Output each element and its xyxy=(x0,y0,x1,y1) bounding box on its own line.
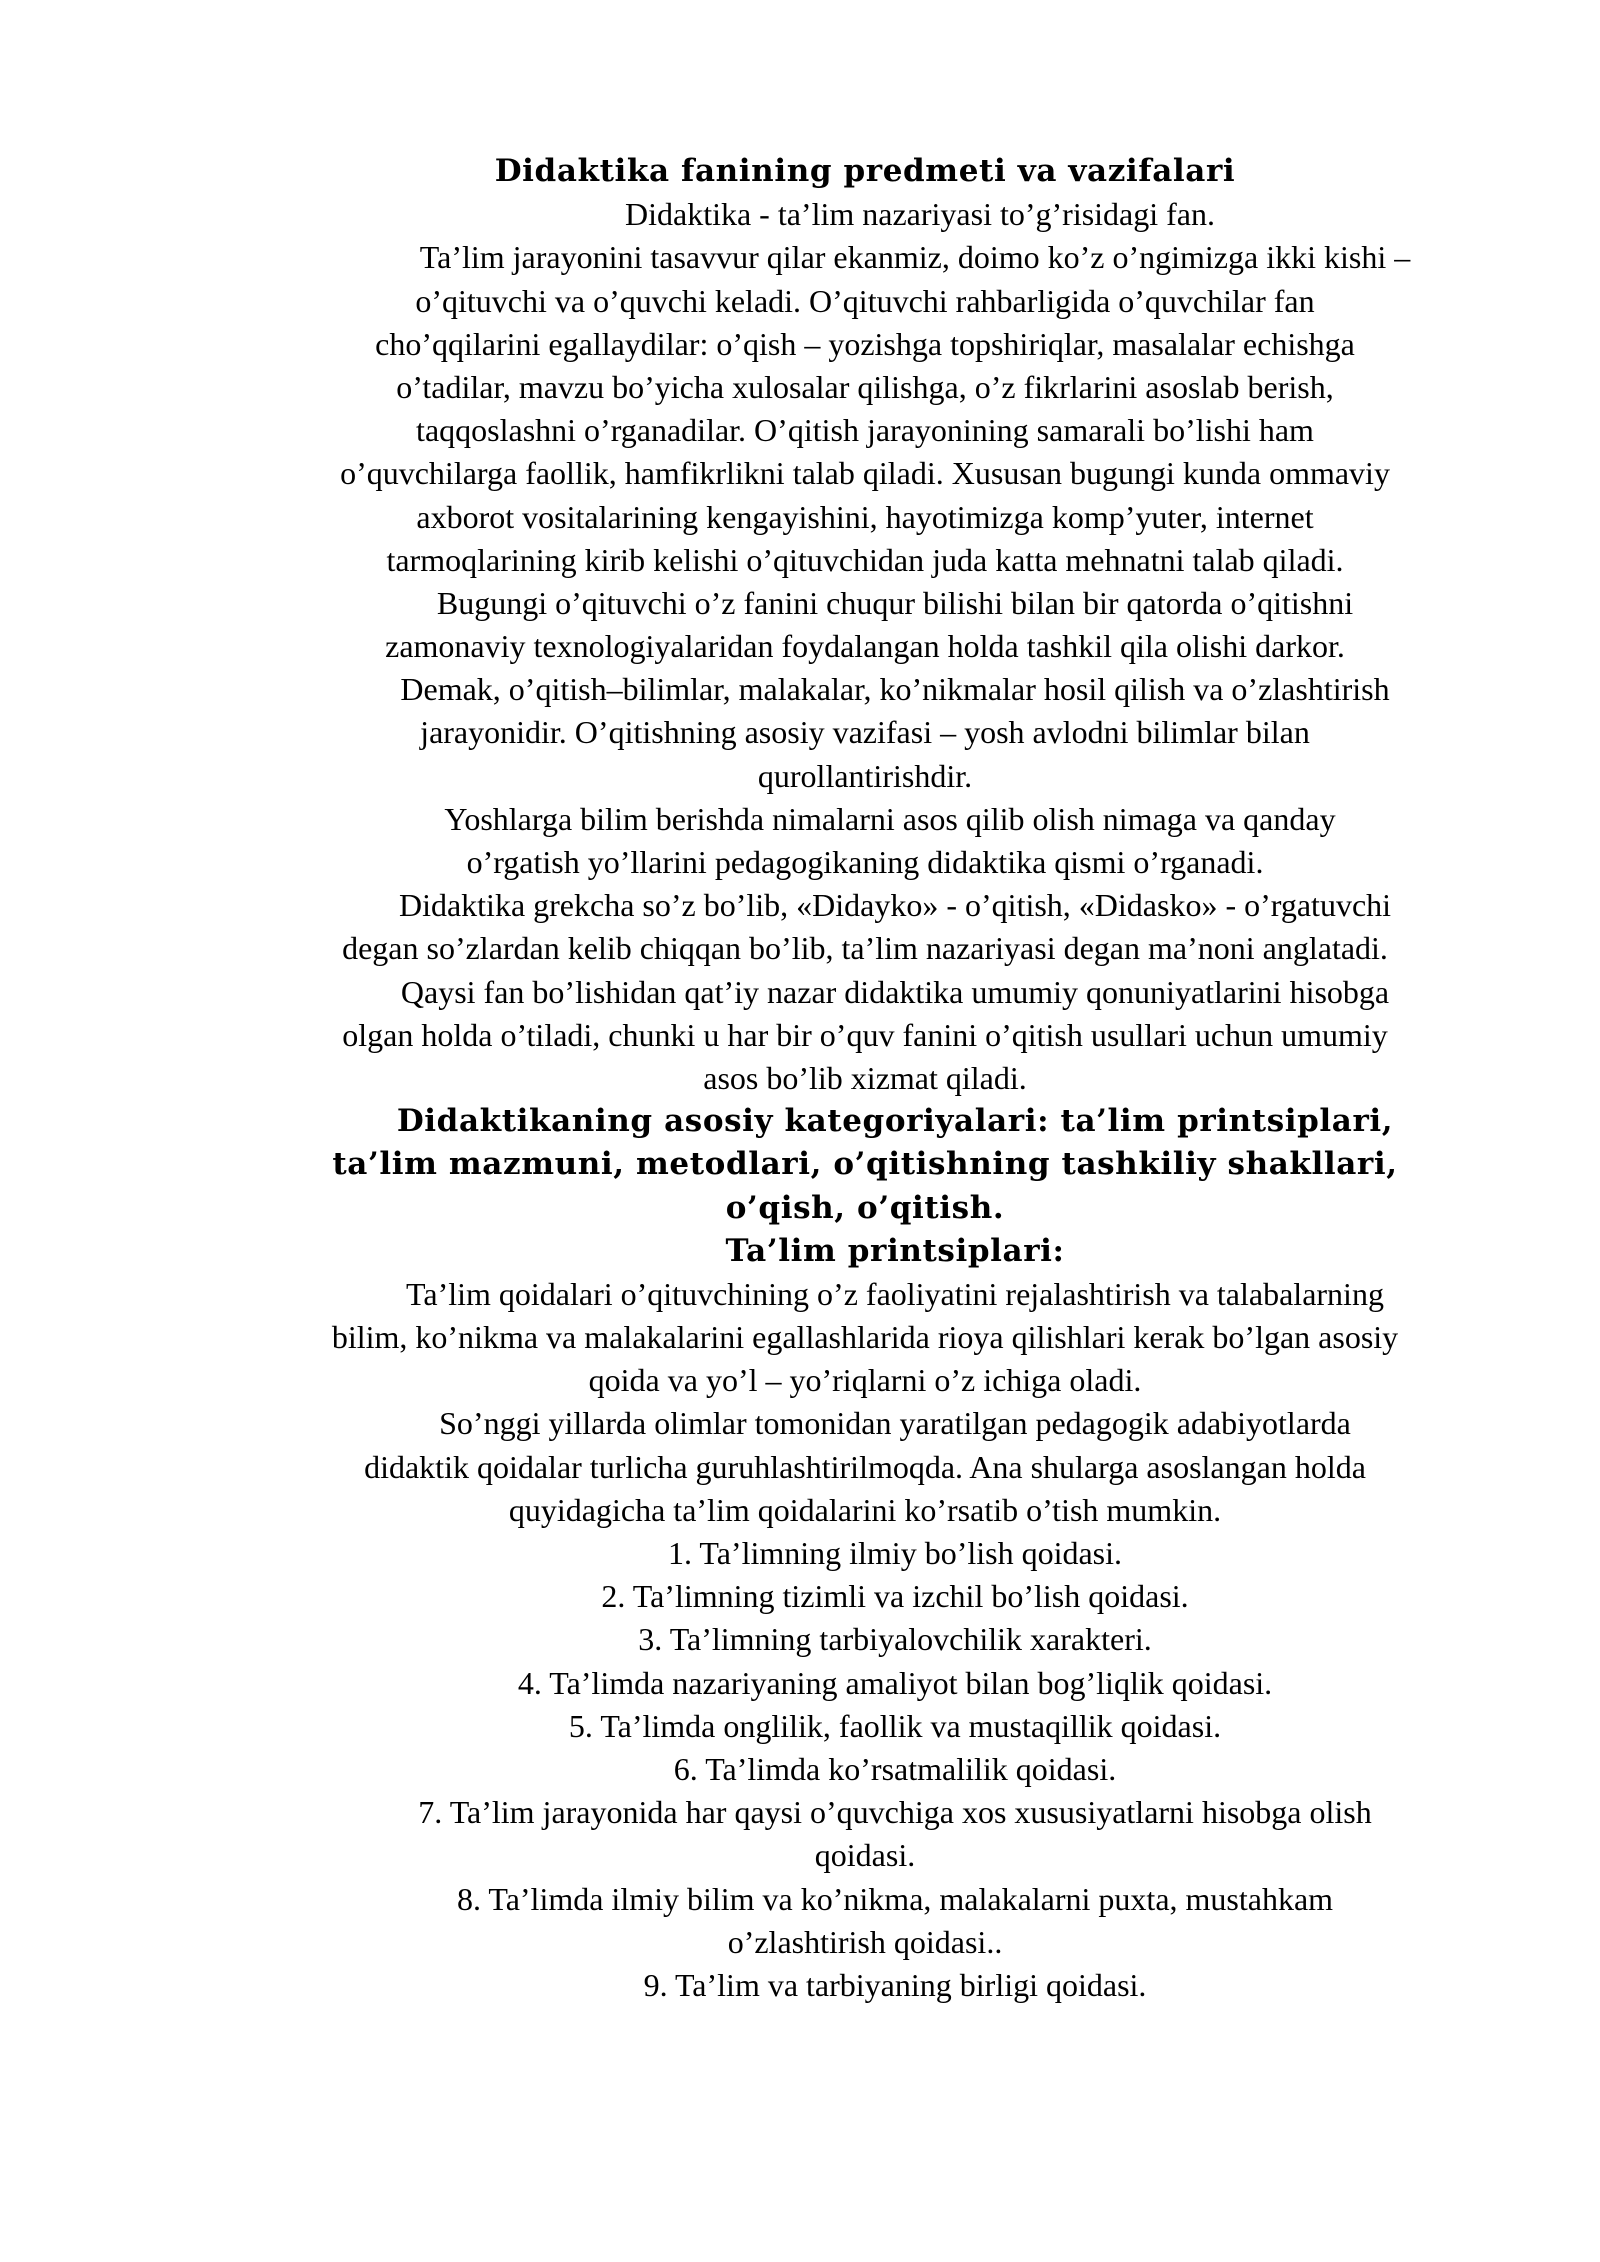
text-line: o’qituvchi va o’quvchi keladi. O’qituvchi rahbarligida o’quvchilar fan xyxy=(415,282,1315,319)
text-line: taqqoslashni o’rganadilar. O’qitish jarayonining samarali bo’lishi ham xyxy=(416,412,1314,449)
text-line: 8. Ta’limda ilmiy bilim va ko’nikma, malakalarni puxta, mustahkam xyxy=(456,1880,1334,1917)
heading-line: ta’lim mazmuni, metodlari, o’qitishning tashkiliy shakllari, xyxy=(332,1146,1398,1183)
text-line: cho’qqilarini egallaydilar: o’qish – yozishga topshiriqlar, masalalar echishga xyxy=(375,325,1355,362)
text-line: Ta’lim qoidalari o’qituvchining o’z faoliyatini rejalashtirish va talabalarning xyxy=(406,1275,1384,1312)
text-line: bilim, ko’nikma va malakalarini egallashlarida rioya qilishlari kerak bo’lgan asosiy xyxy=(331,1319,1399,1356)
text-line: 1. Ta’limning ilmiy bo’lish qoidasi. xyxy=(667,1535,1123,1571)
text-line: olgan holda o’tiladi, chunki u har bir o’quv fanini o’qitish usullari uchun umumiy xyxy=(342,1016,1388,1053)
text-line: 6. Ta’limda ko’rsatmalilik qoidasi. xyxy=(673,1750,1117,1787)
text-line: qoidasi. xyxy=(814,1837,916,1874)
heading-line: Didaktika fanining predmeti va vazifalari xyxy=(494,153,1236,189)
text-line: Didaktika grekcha so’z bo’lib, «Didayko» - o’qitish, «Didasko» - o’rgatuvchi xyxy=(398,887,1392,924)
heading-line: Ta’lim printsiplari: xyxy=(725,1232,1065,1269)
text-line: axborot vositalarining kengayishini, hayotimizga komp’yuter, internet xyxy=(416,498,1314,535)
text-line: Ta’lim jarayonini tasavvur qilar ekanmiz, doimo ko’z o’ngimizga ikki kishi – xyxy=(419,239,1411,276)
text-line: 9. Ta’lim va tarbiyaning birligi qoidasi. xyxy=(643,1966,1147,2003)
text-line: Didaktika - ta’lim nazariyasi to’g’risidagi fan. xyxy=(624,196,1215,233)
text-line: qoida va yo’l – yo’riqlarni o’z ichiga oladi. xyxy=(588,1362,1142,1399)
text-line: zamonaviy texnologiyalaridan foydalangan holda tashkil qila olishi darkor. xyxy=(385,628,1345,665)
text-line: 5. Ta’limda onglilik, faollik va mustaqillik qoidasi. xyxy=(568,1707,1222,1744)
text-line: 3. Ta’limning tarbiyalovchilik xarakteri. xyxy=(638,1621,1152,1658)
text-line: qurollantirishdir. xyxy=(757,757,973,794)
heading-line: o’qish, o’qitish. xyxy=(725,1189,1005,1226)
text-line: So’nggi yillarda olimlar tomonidan yaratilgan pedagogik adabiyotlarda xyxy=(439,1405,1351,1442)
text-line: Bugungi o’qituvchi o’z fanini chuqur bilishi bilan bir qatorda o’qitishni xyxy=(436,584,1354,621)
text-line: 4. Ta’limda nazariyaning amaliyot bilan bog’liqlik qoidasi. xyxy=(517,1664,1273,1701)
text-line: asos bo’lib xizmat qiladi. xyxy=(703,1059,1027,1096)
text-line: o’quvchilarga faollik, hamfikrlikni talab qiladi. Xususan bugungi kunda ommaviy xyxy=(340,455,1390,492)
text-line: tarmoqlarining kirib kelishi o’qituvchidan juda katta mehnatni talab qiladi. xyxy=(386,541,1344,578)
text-line: quyidagicha ta’lim qoidalarini ko’rsatib o’tish mumkin. xyxy=(508,1491,1222,1528)
text-line: 2. Ta’limning tizimli va izchil bo’lish qoidasi. xyxy=(601,1578,1189,1615)
text-line: degan so’zlardan kelib chiqqan bo’lib, ta’lim nazariyasi degan ma’noni anglatadi. xyxy=(342,930,1388,967)
text-line: Demak, o’qitish–bilimlar, malakalar, ko’nikmalar hosil qilish va o’zlashtirish xyxy=(400,671,1390,708)
text-line: jarayonidir. O’qitishning asosiy vazifasi – yosh avlodni bilimlar bilan xyxy=(420,714,1310,751)
document-page xyxy=(230,150,1500,2007)
text-line: o’rgatish yo’llarini pedagogikaning didaktika qismi o’rganadi. xyxy=(466,844,1264,880)
text-line: didaktik qoidalar turlicha guruhlashtirilmoqda. Ana shularga asoslangan holda xyxy=(364,1448,1366,1485)
text-line: Qaysi fan bo’lishidan qat’iy nazar didaktika umumiy qonuniyatlarini hisobga xyxy=(400,973,1390,1010)
text-line: 7. Ta’lim jarayonida har qaysi o’quvchiga xos xususiyatlarni hisobga olish xyxy=(418,1794,1372,1831)
text-line: o’zlashtirish qoidasi.. xyxy=(727,1923,1003,1960)
heading-line: Didaktikaning asosiy kategoriyalari: ta’lim printsiplari, xyxy=(396,1103,1394,1140)
text-line: o’tadilar, mavzu bo’yicha xulosalar qilishga, o’z fikrlarini asoslab berish, xyxy=(396,368,1334,405)
text-line: Yoshlarga bilim berishda nimalarni asos qilib olish nimaga va qanday xyxy=(444,800,1336,837)
